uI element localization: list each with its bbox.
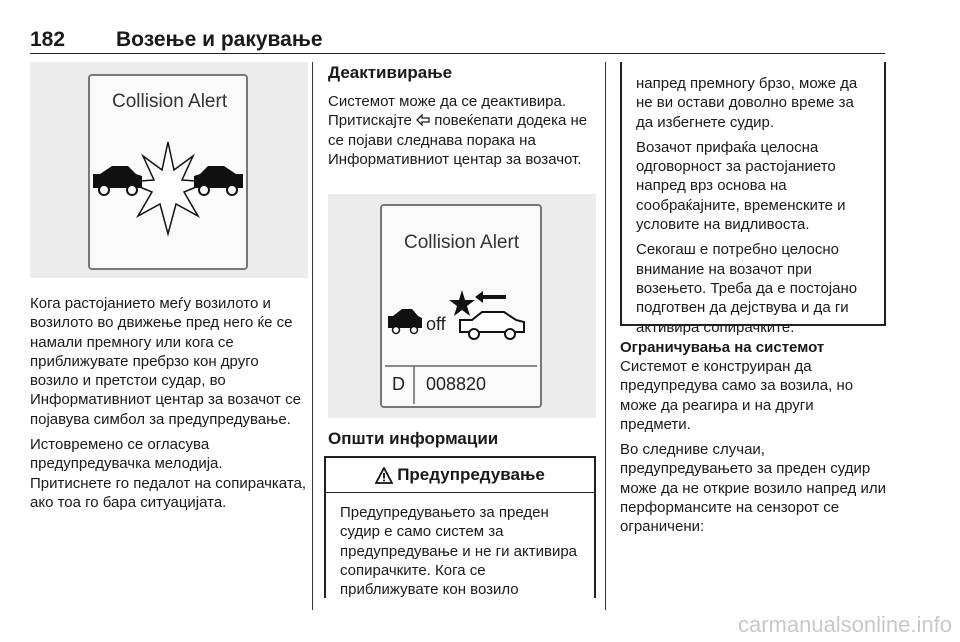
subsection-heading: Ограничувања на системот — [620, 339, 825, 356]
body-paragraph: Истовремено се огласува предупредувачка мелодија. Притиснете го педалот на сопирачката, ако тоа го бара ситуацијата. — [30, 436, 307, 511]
warning-text: Возачот прифаќа целосна одговорност за растојанието напред врз основа на сообраќајните, временските и условите на видливоста. — [636, 138, 846, 234]
car-left-icon — [93, 166, 142, 195]
car-right-icon — [194, 166, 243, 195]
warning-title: Предупредување — [397, 465, 545, 484]
warning-header — [326, 458, 594, 493]
page-number: 182 — [30, 28, 66, 51]
warning-text: Предупредувањето за преден судир е само систем за предупредување и не ги активира сопирачките. Кога се приближувате кон возило — [340, 504, 578, 599]
screen-title: Collision Alert — [404, 232, 520, 253]
page-header — [30, 28, 885, 54]
column-divider — [312, 62, 313, 610]
display-screen — [380, 204, 542, 408]
display-screen — [88, 74, 248, 270]
collision-alert-off-figure — [328, 194, 596, 418]
odometer-value: 008820 — [426, 374, 487, 394]
body-paragraph: Во следниве случаи, предупредувањето за преден судир може да не открие возило напред или перформансите на сензорот се ограничени: — [620, 441, 886, 536]
body-paragraph: Системот може да се деактивира. Притискајте повеќепати додека не се појави следнава порака на Информативниот центар за возачот. — [328, 93, 588, 168]
collision-star-graphic — [90, 76, 246, 268]
warning-triangle-icon — [375, 467, 393, 484]
arrow-left-icon — [475, 291, 506, 303]
collision-alert-figure — [30, 62, 308, 278]
warning-body — [326, 493, 594, 599]
page-title: Возење и ракување — [116, 28, 323, 51]
warning-text: Секогаш е потребно целосно внимание на возачот при возењето. Треба да е постојано подготвен да дејствува и да ги активира сопирачките. — [636, 241, 858, 336]
column-divider — [605, 62, 606, 610]
body-paragraph: Системот е конструиран да предупредува само за возила, но може да реагира и на други предмети. — [620, 358, 854, 433]
watermark: carmanualsonline.info — [737, 612, 952, 637]
column-middle — [328, 62, 596, 599]
body-paragraph: Кога растојанието меѓу возилото и возилото во движење пред него ќе се намали премногу или кога се приближувате пребрзо кон друго возило и претстои судар, во Информативниот центар за возачот се појавува симбол за предупредување. — [30, 295, 301, 428]
car-outline-icon — [460, 312, 524, 339]
warning-box-continued — [620, 62, 886, 336]
screen-title: Collision Alert — [112, 91, 228, 112]
star-icon — [449, 290, 475, 316]
warning-text: напред премногу брзо, може да не ви остави доволно време за да избегнете судир. — [636, 75, 858, 131]
off-label: off — [426, 314, 446, 334]
alert-car-icon — [388, 309, 422, 334]
section-heading: Општи информации — [328, 429, 499, 448]
steering-button-icon — [416, 114, 430, 126]
warning-body — [622, 62, 884, 337]
section-heading: Деактивирање — [328, 63, 453, 82]
drive-mode: D — [392, 374, 405, 394]
warning-box — [324, 456, 596, 598]
